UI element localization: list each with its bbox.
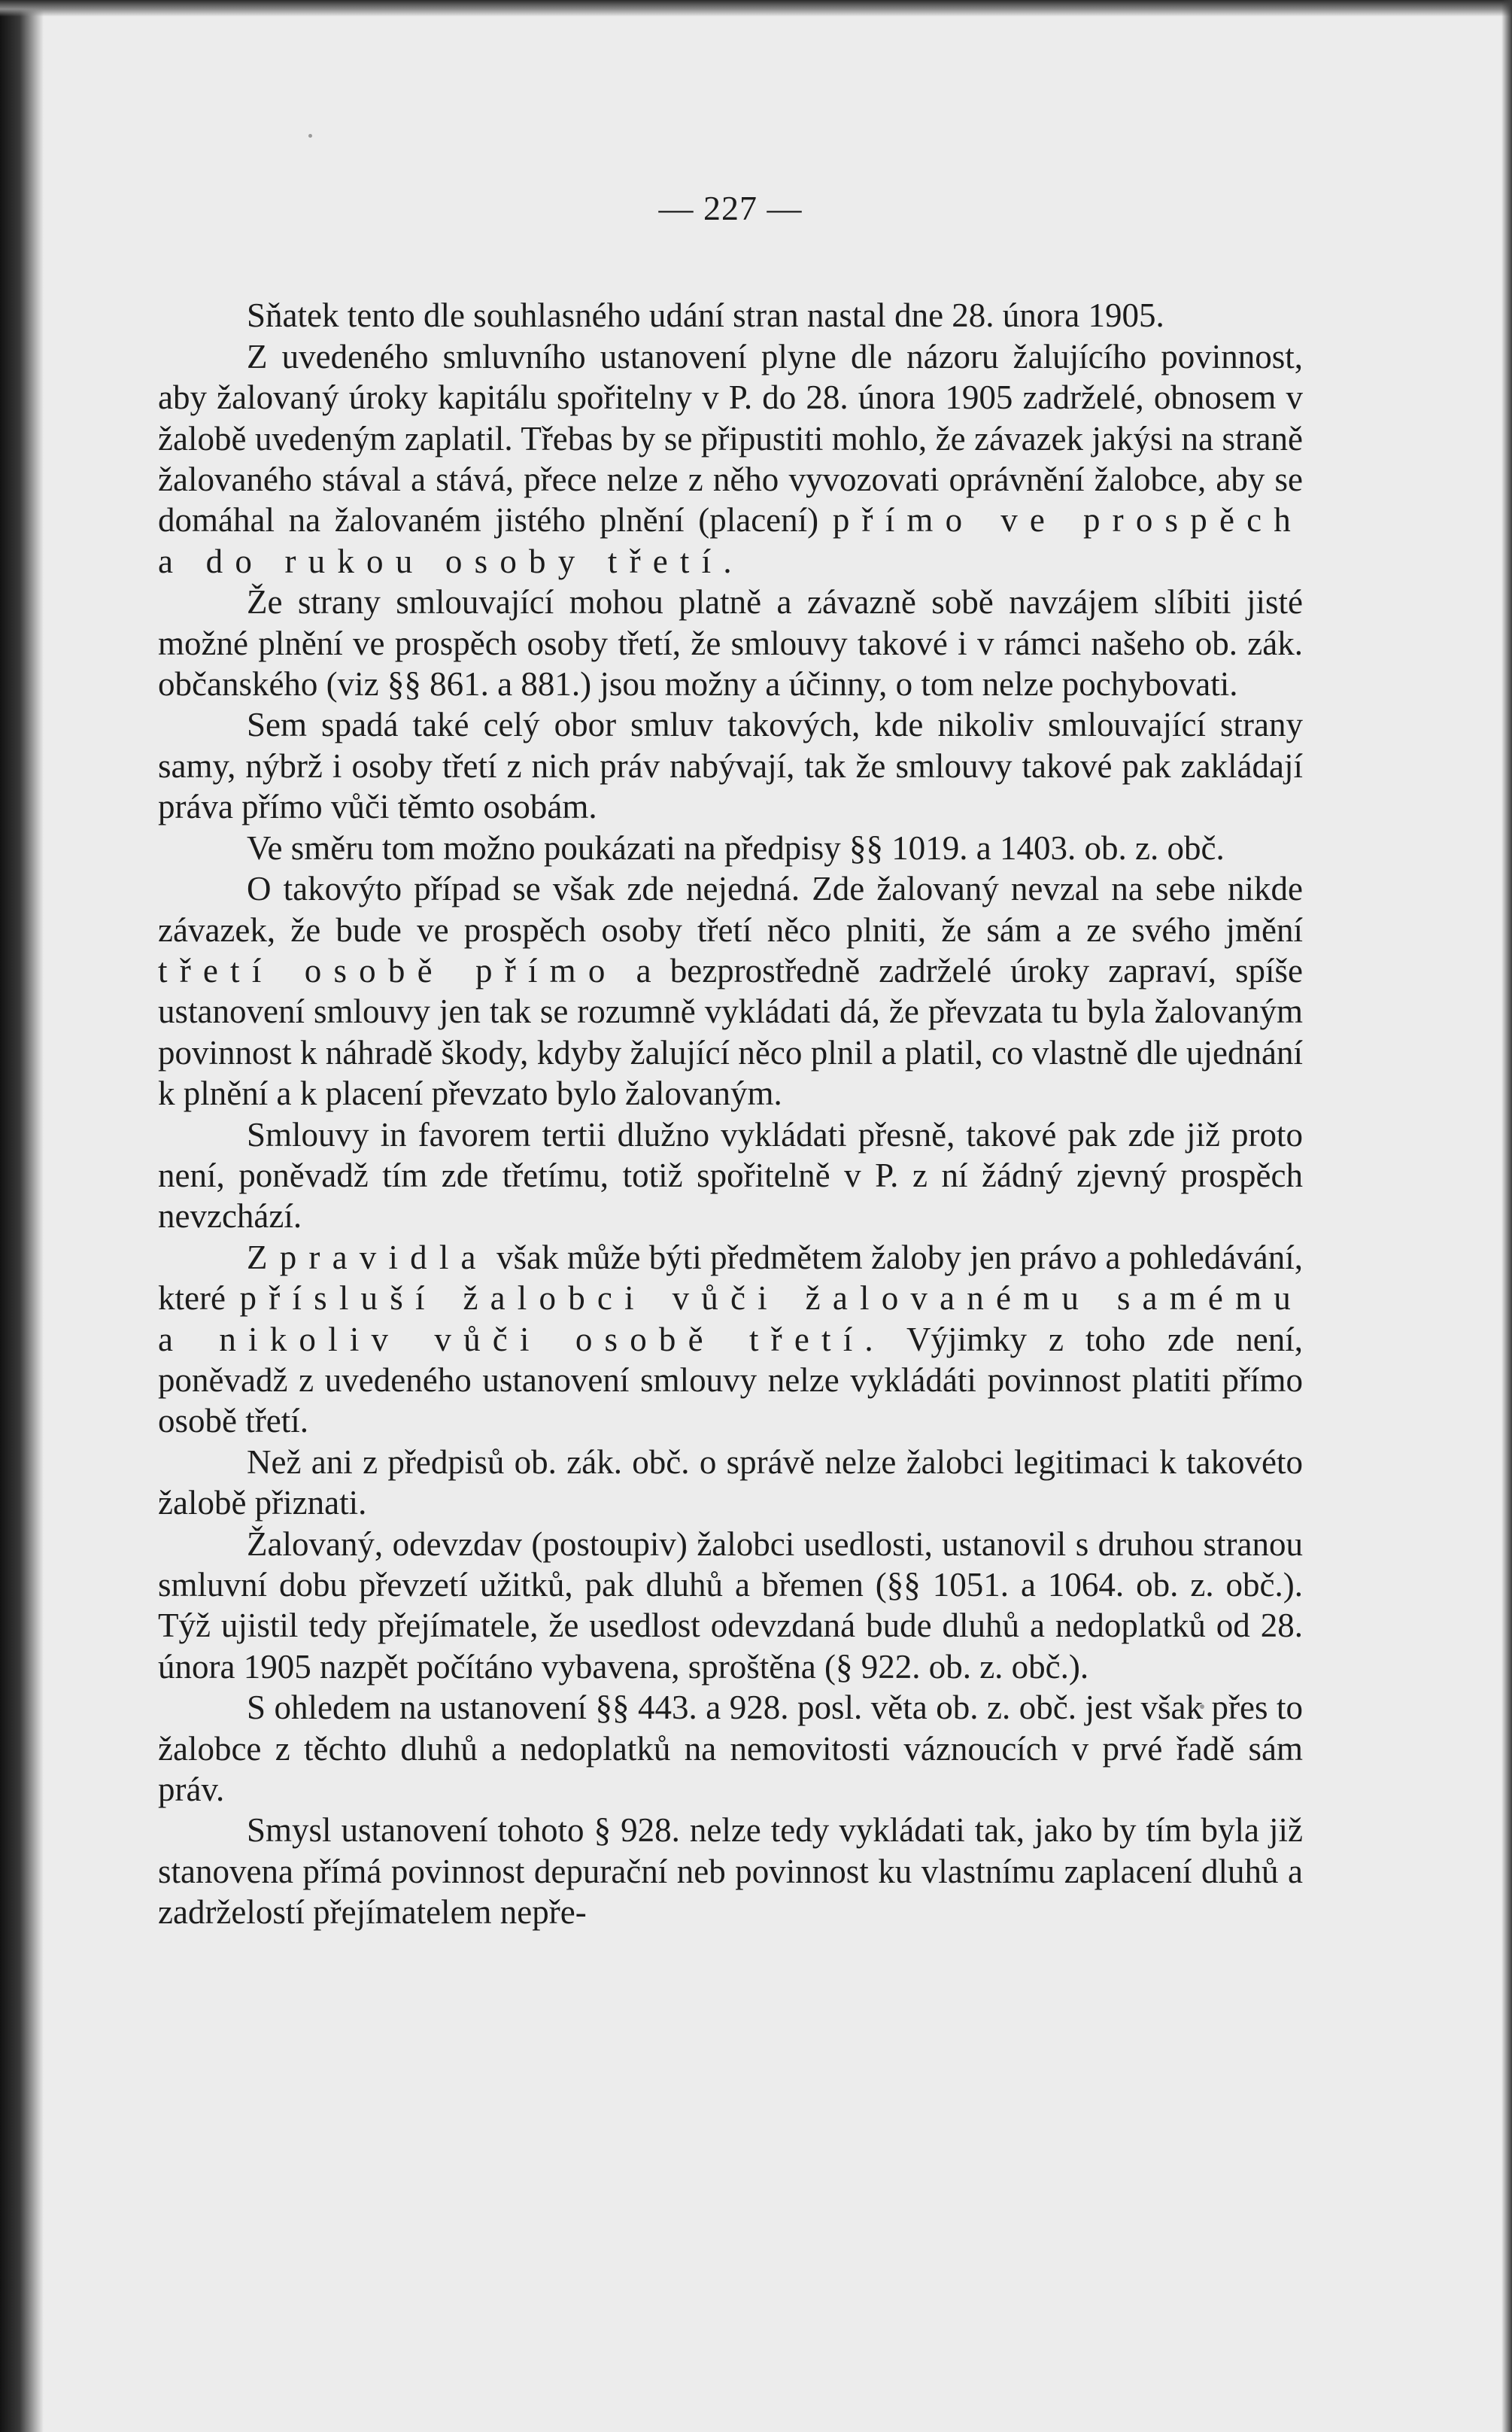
paragraph-8 [158, 1237, 1303, 1442]
paragraph-5: Ve směru tom možno poukázati na předpisy §§ 1019. a 1403. ob. z. obč. [247, 828, 1225, 867]
page-body [158, 188, 1303, 1933]
scan-shadow-right [1501, 0, 1512, 2432]
paragraph-8-text-end: Výjimky z toho zde není, poněvadž z uvedeného ustanovení smlouvy nelze vykládáti povinnost platiti přímo osobě třetí. [158, 1320, 1304, 1440]
spaced-emphasis: Zpravidla [247, 1238, 488, 1276]
paragraph-3: Že strany smlouvající mohou platně a závazně sobě navzájem slíbiti jisté možné plnění ve prospěch osoby třetí, že smlouvy takové i v rámci našeho ob. zák. občanského (viz §§ 861. a 881.) jsou možny a účinny, o tom nelze pochybovati. [158, 583, 1303, 704]
paragraph-12: Smysl ustanovení tohoto § 928. nelze tedy vykládati tak, jako by tím byla již stanovena přímá povinnost depurační neb povinnost ku vlastnímu zaplacení dluhů a zadrželostí přejímatelem nepře- [158, 1811, 1303, 1932]
spaced-emphasis: přímo ve prospěch a do rukou osoby třetí. [158, 501, 1303, 580]
scan-shadow-top [0, 0, 1512, 17]
paragraph-9: Než ani z předpisů ob. zák. obč. o správě nelze žalobci legitimaci k takovéto žalobě přiznati. [158, 1442, 1303, 1522]
paragraph-8-text: však může býti předmětem žaloby jen právo a pohledávání, které [158, 1238, 1303, 1318]
paragraph-6 [158, 868, 1303, 1114]
paragraph-2 [158, 336, 1303, 582]
paragraph-4: Sem spadá také celý obor smluv takových, kde nikoliv smlouvající strany samy, nýbrž i osoby třetí z nich práv nabývají, tak že smlouvy takové pak zakládají práva přímo vůči těmto osobám. [158, 706, 1303, 826]
paragraph-6-text-start: O takovýto případ se však zde nejedná. Zde žalovaný nevzal na sebe nikde závazek, že bude ve prospěch osoby třetí něco plniti, že sám a ze svého jmění [158, 870, 1303, 949]
spaced-emphasis: třetí osobě přímo [158, 951, 618, 990]
paragraph-11: S ohledem na ustanovení §§ 443. a 928. posl. věta ob. z. obč. jest však přes to žalobce z těchto dluhů a nedoplatků na nemovitosti váznoucích v prvé řadě sám práv. [158, 1689, 1303, 1809]
scan-shadow-left [0, 0, 44, 2432]
page-number: — 227 — [658, 189, 803, 227]
paragraph-1: Sňatek tento dle souhlasného udání stran nastal dne 28. února 1905. [247, 296, 1164, 335]
spaced-emphasis: přísluší žalobci vůči žalovanému samému a nikoliv vůči osobě třetí. [158, 1279, 1304, 1358]
paragraph-7: Smlouvy in favorem tertii dlužno vykládati přesně, takové pak zde již proto není, poněvadž tím zde třetímu, totiž spořitelně v P. z ní žádný zjevný prospěch nevzchází. [158, 1115, 1303, 1236]
dust-speck [308, 134, 312, 138]
paragraph-6-text-end: a bezprostředně zadrželé úroky zapraví, spíše ustanovení smlouvy jen tak se rozumně vykládati dá, že převzata tu byla žalovaným povinnost k náhradě škody, kdyby žalující něco plnil a platil, co vlastně dle ujednání k plnění a k placení převzato bylo žalovaným. [158, 951, 1304, 1113]
paragraph-2-text: Z uvedeného smluvního ustanovení plyne dle názoru žalujícího povinnost, aby žalovaný úroky kapitálu spořitelny v P. do 28. února 1905 zadrželé, obnosem v žalobě uvedeným zaplatil. Třebas by se připustiti mohlo, že závazek jakýsi na straně žalovaného stával a stává, přece nelze z něho vyvozovati oprávnění žalobce, aby se domáhal na žalovaném jistého plnění (placení) [158, 337, 1303, 540]
paragraph-10: Žalovaný, odevzdav (postoupiv) žalobci usedlosti, ustanovil s druhou stranou smluvní dobu převzetí užitků, pak dluhů a břemen (§§ 1051. a 1064. ob. z. obč.). Týž ujistil tedy přejímatele, že usedlost odevzdaná bude dluhů a nedoplatků od 28. února 1905 nazpět počítáno vybavena, sproštěna (§ 922. ob. z. obč.). [158, 1525, 1303, 1686]
